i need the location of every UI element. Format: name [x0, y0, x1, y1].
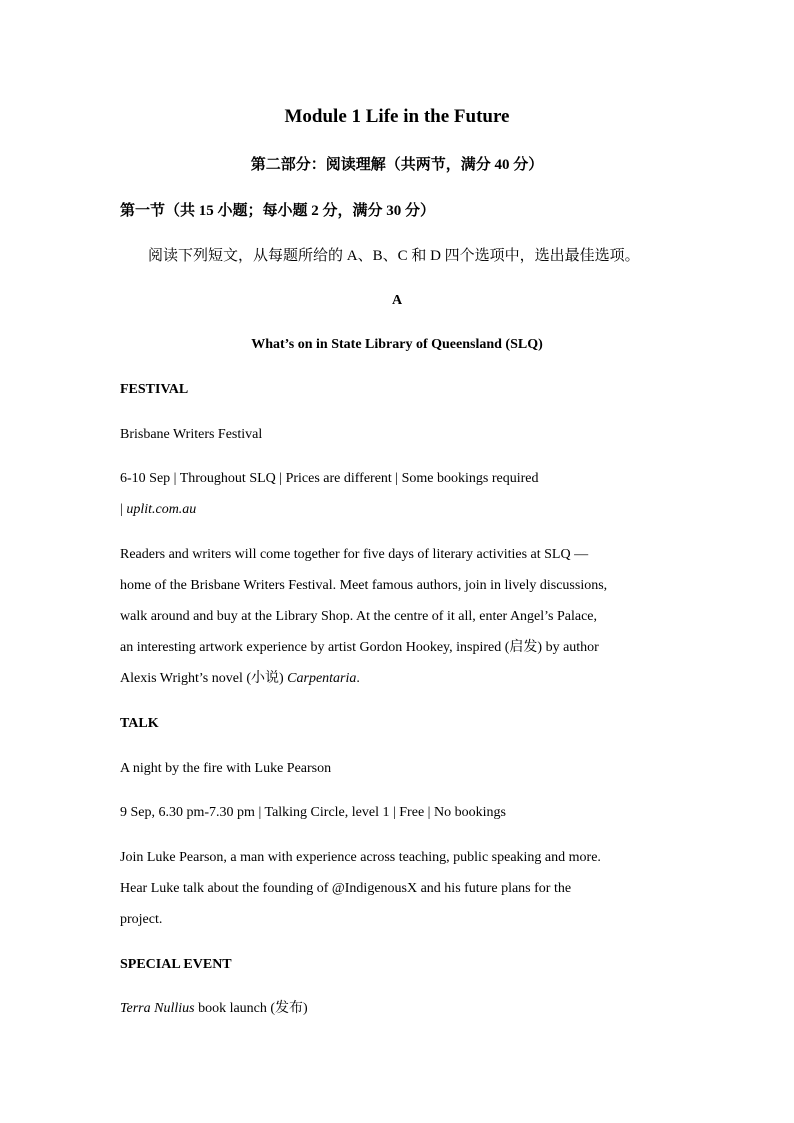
festival-name: Brisbane Writers Festival	[120, 427, 263, 442]
talk-label: TALK	[120, 716, 159, 731]
paragraph-line: Join Luke Pearson, a man with experience across teaching, public speaking and more.	[120, 850, 601, 865]
festival-website-link[interactable]: uplit.com.au	[126, 502, 197, 517]
paragraph-line: home of the Brisbane Writers Festival. Meet famous authors, join in lively discussions,	[120, 578, 608, 593]
talk-name: A night by the fire with Luke Pearson	[120, 761, 332, 776]
festival-details-link-line	[120, 501, 674, 519]
paragraph-line: Hear Luke talk about the founding of @IndigenousX and his future plans for the	[120, 881, 572, 896]
part-heading: 第二部分：阅读理解（共两节，满分 40 分）	[250, 157, 544, 173]
special-event-label: SPECIAL EVENT	[120, 957, 232, 972]
passage-letter: A	[391, 293, 403, 308]
paragraph-line: walk around and buy at the Library Shop. At the centre of it all, enter Angel’s Palace,	[120, 609, 598, 624]
paragraph-line	[120, 663, 680, 694]
section-heading: 第一节（共 15 小题；每小题 2 分，满分 30 分）	[120, 203, 436, 219]
paragraph-line: an interesting artwork experience by artist Gordon Hookey, inspired (启发) by author	[120, 640, 599, 655]
talk-description	[120, 842, 680, 935]
festival-details: 6-10 Sep | Throughout SLQ | Prices are different | Some bookings required	[120, 471, 539, 486]
text: .	[356, 671, 360, 686]
paragraph-line: project.	[120, 912, 163, 927]
paragraph-line: Readers and writers will come together for five days of literary activities at SLQ —	[120, 547, 589, 562]
passage-heading: What’s on in State Library of Queensland (SLQ)	[251, 337, 543, 352]
novel-title: Carpentaria	[287, 671, 357, 686]
festival-label: FESTIVAL	[120, 382, 189, 397]
text: Alexis Wright’s novel (小说)	[120, 671, 288, 686]
module-title: Module 1 Life in the Future	[284, 106, 510, 127]
festival-description	[120, 539, 680, 694]
instruction-text: 阅读下列短文，从每题所给的 A、B、C 和 D 四个选项中，选出最佳选项。	[148, 248, 640, 264]
book-title: Terra Nullius	[120, 1001, 195, 1016]
special-event-name	[120, 1000, 674, 1018]
separator: |	[120, 502, 127, 517]
text: book launch (发布)	[194, 1001, 308, 1016]
talk-details: 9 Sep, 6.30 pm-7.30 pm | Talking Circle, level 1 | Free | No bookings	[120, 805, 506, 820]
